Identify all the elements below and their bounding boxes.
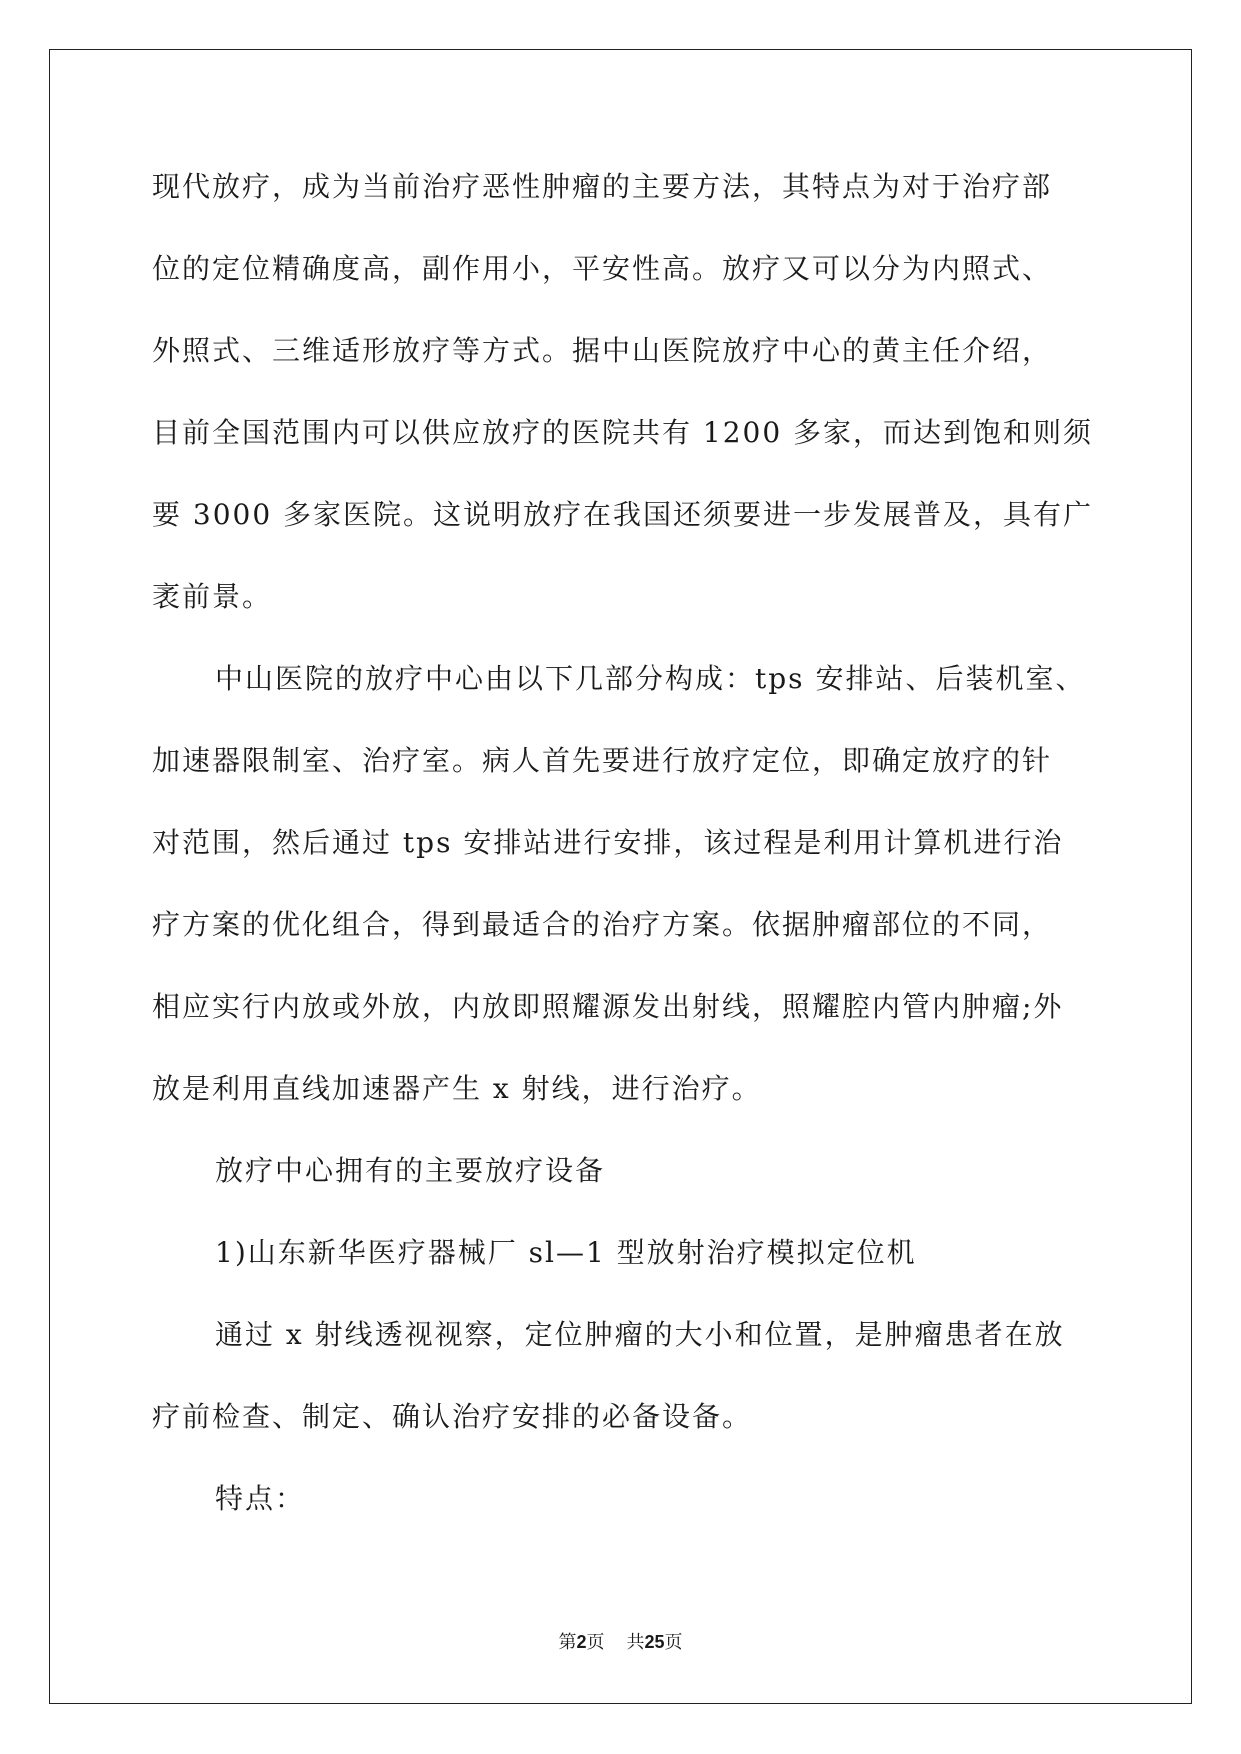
text-line: 袤前景。 xyxy=(152,580,273,613)
section-heading: 放疗中心拥有的主要放疗设备 xyxy=(215,1154,606,1187)
text-line: 现代放疗，成为当前治疗恶性肿瘤的主要方法，其特点为对于治疗部 xyxy=(152,170,1053,203)
text-line: 通过 x 射线透视视察，定位肿瘤的大小和位置，是肿瘤患者在放 xyxy=(215,1318,1065,1351)
total-prefix: 共 xyxy=(626,1632,645,1653)
equipment-item-title: 1)山东新华医疗器械厂 sl—1 型放射治疗模拟定位机 xyxy=(215,1236,917,1269)
page-suffix: 页 xyxy=(586,1632,605,1653)
page-footer xyxy=(0,1628,1241,1654)
total-suffix: 页 xyxy=(664,1632,683,1653)
text-line: 外照式、三维适形放疗等方式。据中山医院放疗中心的黄主任介绍， xyxy=(152,334,1053,367)
page-prefix: 第 xyxy=(558,1632,577,1653)
text-line: 加速器限制室、治疗室。病人首先要进行放疗定位，即确定放疗的针 xyxy=(152,744,1053,777)
text-line: 相应实行内放或外放，内放即照耀源发出射线，照耀腔内管内肿瘤;外 xyxy=(152,990,1064,1023)
text-line: 位的定位精确度高，副作用小，平安性高。放疗又可以分为内照式、 xyxy=(152,252,1053,285)
text-line: 疗前检查、制定、确认治疗安排的必备设备。 xyxy=(152,1400,753,1433)
text-line: 放是利用直线加速器产生 x 射线，进行治疗。 xyxy=(152,1072,762,1105)
document-body xyxy=(152,157,1112,1551)
text-line: 要 3000 多家医院。这说明放疗在我国还须要进一步发展普及，具有广 xyxy=(152,498,1094,531)
text-line: 目前全国范围内可以供应放疗的医院共有 1200 多家，而达到饱和则须 xyxy=(152,416,1094,449)
text-line: 疗方案的优化组合，得到最适合的治疗方案。依据肿瘤部位的不同， xyxy=(152,908,1053,941)
text-line: 中山医院的放疗中心由以下几部分构成：tps 安排站、后装机室、 xyxy=(215,662,1086,695)
page-total: 25 xyxy=(644,1632,665,1652)
text-line: 对范围，然后通过 tps 安排站进行安排，该过程是利用计算机进行治 xyxy=(152,826,1064,859)
features-label: 特点： xyxy=(215,1482,306,1515)
page-number: 2 xyxy=(576,1632,587,1652)
